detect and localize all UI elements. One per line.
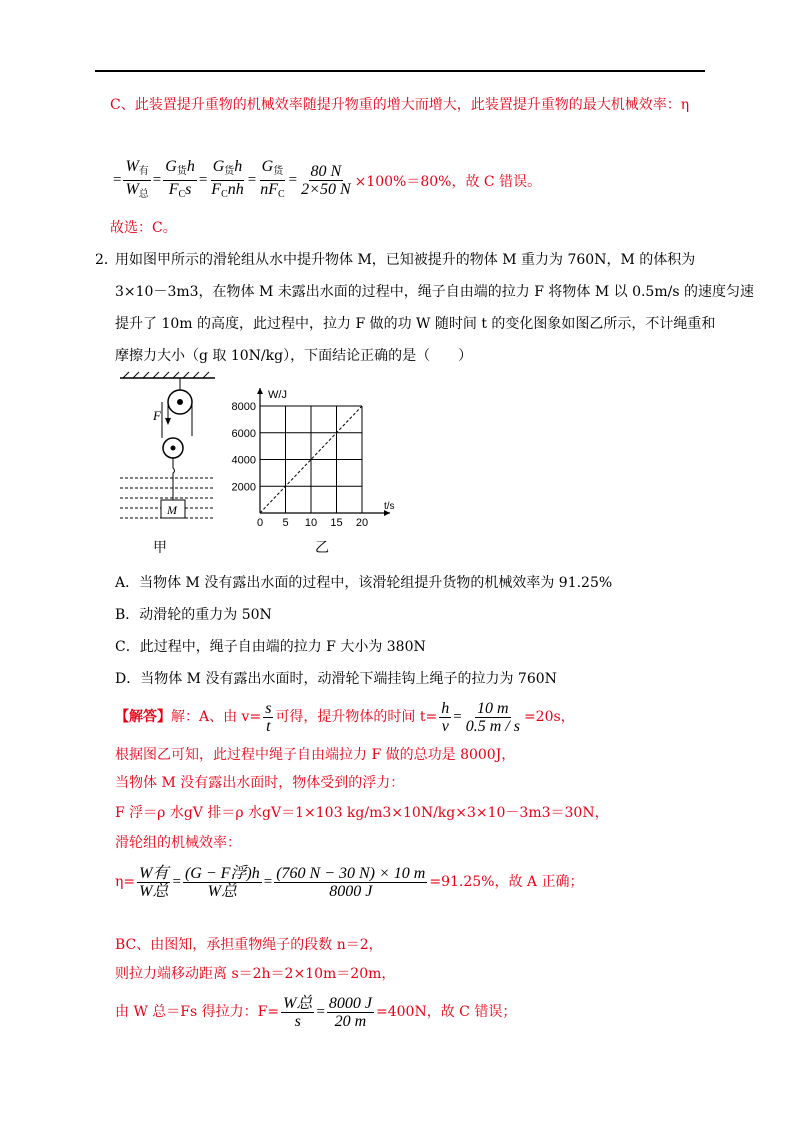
figure-label-right: 乙 — [315, 540, 329, 556]
solution-line-6: η= $\frac{\text{W有}}{\text{W总}}$ = $\frac{\text{(G − F浮)h}}{\text{W总}}$ = $\frac{(760 N - 30 N) \times 10 m}{8000 J}$ =91.25%，故 A 正确； — [115, 864, 584, 900]
y-tick-label: 4000 — [231, 454, 256, 467]
answer-line: 故选：C。 — [110, 220, 177, 236]
option-c: C．此过程中，绳子自由端的拉力 F 大小为 380N — [115, 639, 426, 655]
question-number: 2． — [95, 252, 118, 268]
efficiency-formula: = $\frac{W_有}{W_总}$ = $\frac{G_货h}{F_Cs}$ = $\frac{G_货h}{F_Cnh}$ = $\frac{G_货}{nF_C}$ = $\frac{80 N}{2\times 50 N}$ ×100%＝80%，故 C 错误。 — [113, 158, 541, 203]
question-line-4: 摩擦力大小（g 取 10N/kg），下面结论正确的是（ ） — [115, 348, 473, 364]
header-rule — [95, 70, 705, 72]
option-b: B．动滑轮的重力为 50N — [115, 607, 272, 623]
question-line-3: 提升了 10m 的高度，此过程中，拉力 F 做的功 W 随时间 t 的变化图象如图乙所示，不计绳重和 — [115, 316, 716, 332]
y-tick-label: 6000 — [231, 427, 256, 440]
solution-line-9: 由 W 总＝Fs 得拉力：F= $\frac{\text{W总}}{s}$ = $\frac{8000 J}{20 m}$ =400N，故 C 错误； — [115, 994, 517, 1030]
x-tick-label: 10 — [304, 517, 318, 528]
x-axis-label: t/s — [384, 501, 395, 512]
solution-line-8: 则拉力端移动距离 s＝2h＝2×10m＝20m， — [115, 966, 396, 982]
option-a: A．当物体 M 没有露出水面的过程中，该滑轮组提升货物的机械效率为 91.25% — [115, 575, 613, 591]
fraction: $\frac{80 N}{2\times 50 N}$ — [301, 163, 351, 198]
svg-text:M: M — [167, 503, 177, 517]
y-axis-label: W/J — [268, 389, 287, 401]
fraction: $\frac{G_货h}{F_Cnh}$ — [211, 158, 244, 200]
question-line-2: 3×10－3m3，在物体 M 未露出水面的过程中，绳子自由端的拉力 F 将物体 M 以 0.5m/s 的速度匀速 — [115, 284, 754, 300]
x-tick-label: 20 — [355, 517, 369, 528]
arrow-down-icon — [165, 418, 171, 425]
y-tick-label: 8000 — [231, 401, 256, 413]
solution-line-2: 根据图乙可知，此过程中绳子自由端拉力 F 做的总功是 8000J， — [115, 747, 516, 763]
fraction: $\frac{G_货h}{F_Cs}$ — [165, 158, 195, 200]
solution-line-1: 【解答】 解：A、由 v= $\frac{s}{t}$ 可得，提升物体的时间 t= $\frac{h}{v}$ = $\frac{10 m}{0.5 m / s}$ =20s， — [115, 699, 575, 735]
option-d: D．当物体 M 没有露出水面时，动滑轮下端挂钩上绳子的拉力为 760N — [115, 671, 557, 687]
solution-line-7: BC、由图知，承担重物绳子的段数 n＝2， — [115, 937, 383, 953]
x-tick-label: 0 — [256, 517, 264, 528]
y-axis-arrow-icon — [257, 388, 263, 394]
option-c-explanation: C、此装置提升重物的机械效率随提升物重的增大而增大，此装置提升重物的最大机械效率：η — [110, 97, 690, 113]
question-line-1: 用如图甲所示的滑轮组从水中提升物体 M，已知被提升的物体 M 重力为 760N，M 的体积为 — [115, 252, 696, 268]
x-tick-label: 5 — [282, 517, 289, 528]
svg-text:F: F — [153, 408, 161, 423]
fraction: $\frac{W_有}{W_总}$ — [125, 158, 149, 200]
x-tick-label: 15 — [330, 517, 343, 528]
solution-line-4: F 浮＝ρ 水gV 排＝ρ 水gV＝1×103 kg/m3×10N/kg×3×10－3m3＝30N， — [115, 805, 609, 821]
pulley-diagram — [115, 368, 225, 543]
work-time-chart — [222, 378, 412, 528]
figure-label-left: 甲 — [153, 540, 167, 556]
y-tick-label: 2000 — [231, 481, 256, 494]
solution-line-3: 当物体 M 没有露出水面时，物体受到的浮力： — [115, 775, 405, 791]
solution-line-5: 滑轮组的机械效率： — [115, 835, 241, 851]
fraction: $\frac{G_货}{nF_C}$ — [260, 158, 285, 200]
